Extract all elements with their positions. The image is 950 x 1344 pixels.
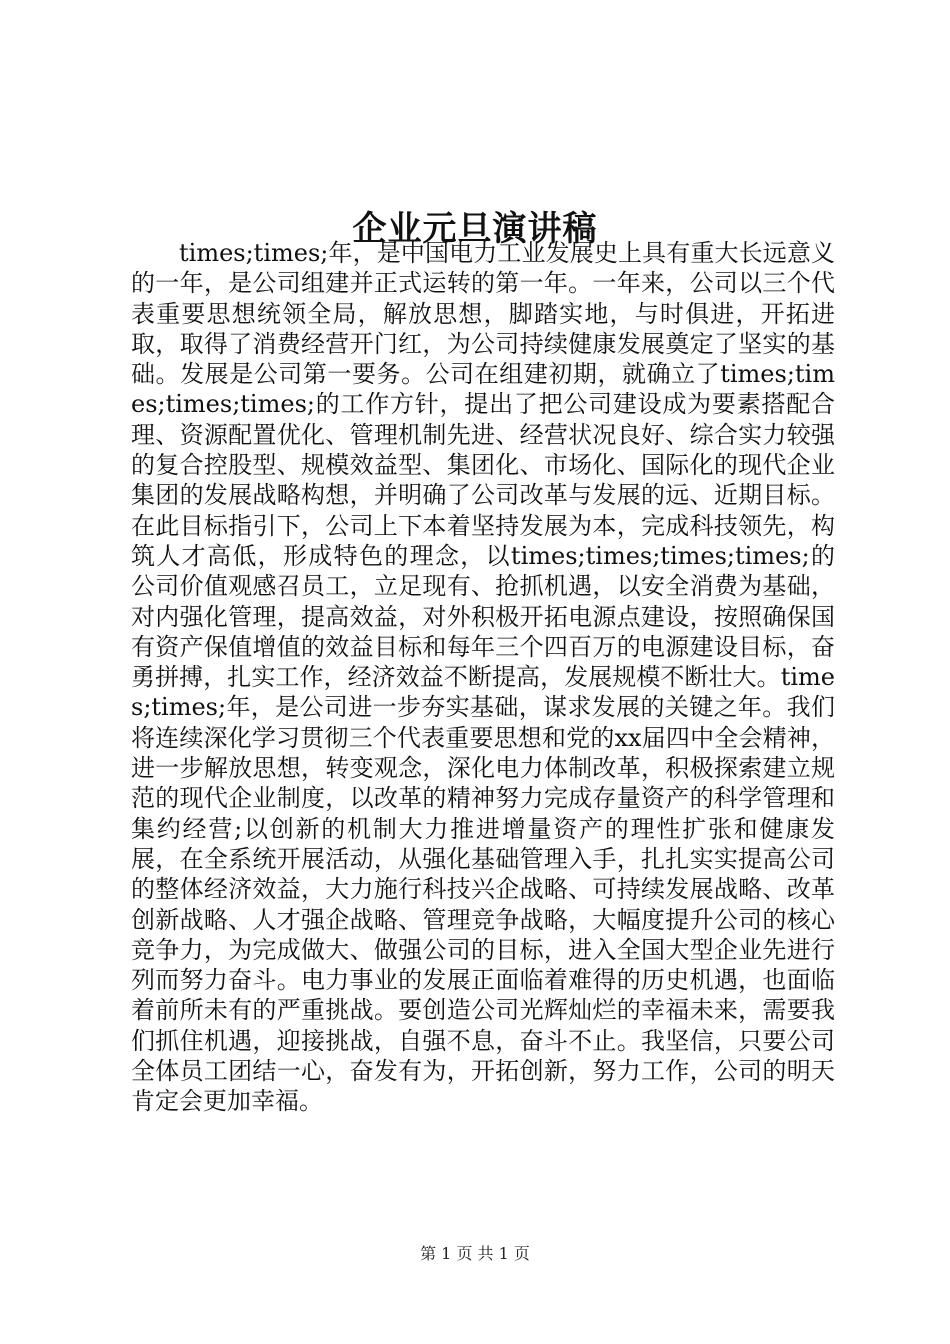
page-number-footer: 第 1 页 共 1 页 (420, 1244, 530, 1263)
document-title: 企业元旦演讲稿 (352, 208, 598, 249)
document-body-paragraph: times;times;年，是中国电力工业发展史上具有重大长远意义的一年，是公司组建并正式运转的第一年。一年来，公司以三个代表重要思想统领全局，解放思想，脚踏实地，与时俱进，开拓进取，取得了消费经营开门红，为公司持续健康发展奠定了坚实的基础。发展是公司第一要务。公司在组建初期，就确立了times;times;times;times;的工作方针，提出了把公司建设成为要素搭配合理、资源配置优化、管理机制先进、经营状况良好、综合实力较强的复合控股型、规模效益型、集团化、市场化、国际化的现代企业集团的发展战略构想，并明确了公司改革与发展的远、近期目标。在此目标指引下，公司上下本着坚持发展为本，完成科技领先，构筑人才高低，形成特色的理念，以times;times;times;times;的公司价值观感召员工，立足现有、抢抓机遇，以安全消费为基础，对内强化管理，提高效益，对外积极开拓电源点建设，按照确保国有资产保值增值的效益目标和每年三个四百万的电源建设目标，奋勇拼搏，扎实工作，经济效益不断提高，发展规模不断壮大。times;times;年，是公司进一步夯实基础，谋求发展的关键之年。我们将连续深化学习贯彻三个代表重要思想和党的xx届四中全会精神，进一步解放思想，转变观念，深化电力体制改革，积极探索建立规范的现代企业制度，以改革的精神努力完成存量资产的科学管理和集约经营;以创新的机制大力推进增量资产的理性扩张和健康发展，在全系统开展活动，从强化基础管理入手，扎扎实实提高公司的整体经济效益，大力施行科技兴企战略、可持续发展战略、改革创新战略、人才强企战略、管理竞争战略，大幅度提升公司的核心竞争力，为完成做大、做强公司的目标，进入全国大型企业先进行列而努力奋斗。电力事业的发展正面临着难得的历史机遇，也面临着前所未有的严重挑战。要创造公司光辉灿烂的幸福未来，需要我们抓住机遇，迎接挑战，自强不息，奋斗不止。我坚信，只要公司全体员工团结一心，奋发有为，开拓创新，努力工作，公司的明天肯定会更加幸福。 (131, 239, 835, 1116)
